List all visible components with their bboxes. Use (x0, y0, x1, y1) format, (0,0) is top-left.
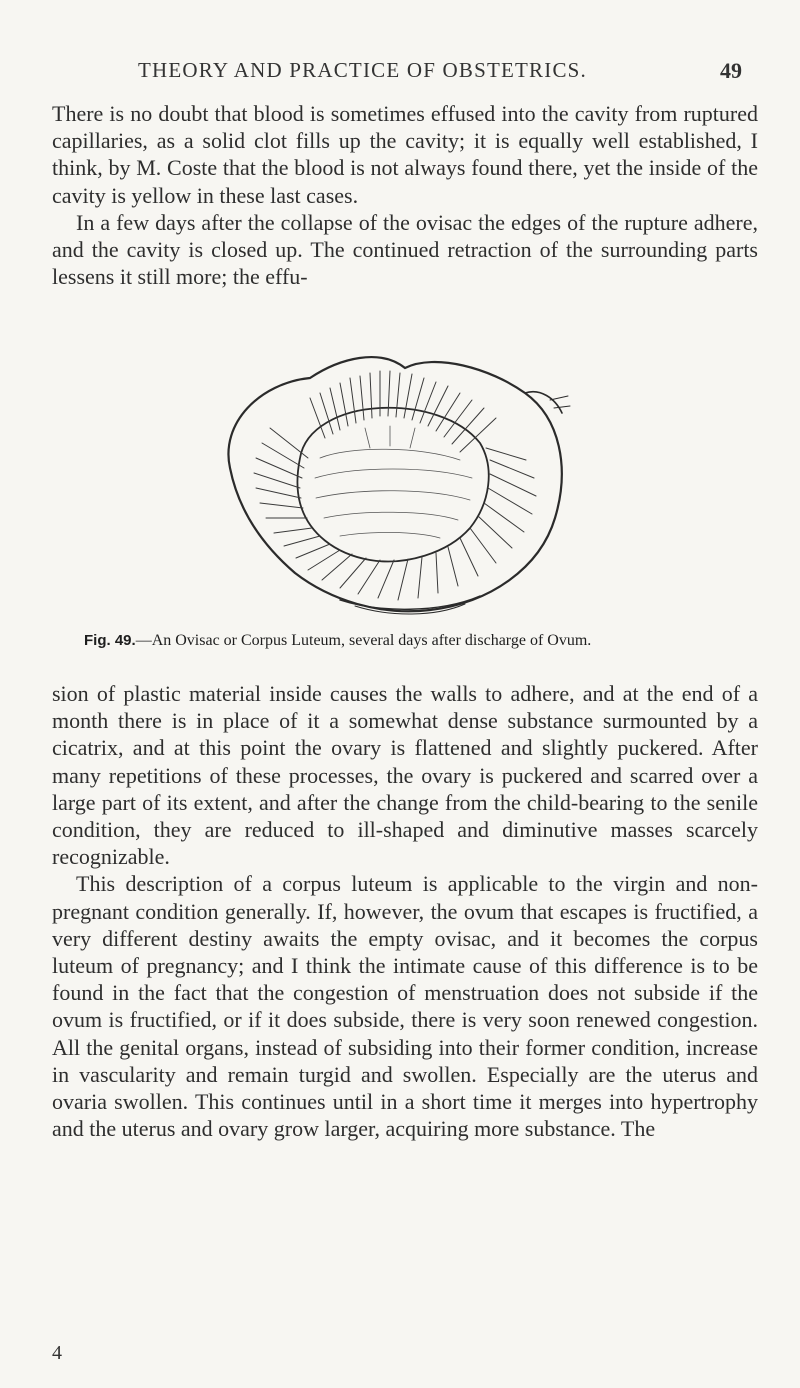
signature-mark: 4 (52, 1342, 62, 1364)
figure-label: Fig. 49. (84, 632, 136, 649)
paragraph: There is no doubt that blood is sometimes effused into the cavity from ruptured capillaries, as a solid clot fills up the cavity; it is equally well established, I think, by M. Coste that the blood is not always found there, yet the inside of the cavity is yellow in these last cases. (52, 101, 758, 208)
running-head (0, 58, 800, 88)
page-number: 49 (720, 58, 742, 83)
body-text-top (52, 100, 758, 290)
body-text-bottom (52, 680, 758, 1142)
figure-caption (84, 632, 774, 650)
running-title: THEORY AND PRACTICE OF OBSTETRICS. (138, 58, 587, 82)
figure-caption-text: —An Ovisac or Corpus Luteum, several days after discharge of Ovum. (135, 632, 592, 649)
corpus-luteum-illustration (190, 338, 610, 623)
paragraph: In a few days after the collapse of the ovisac the edges of the rupture adhere, and the cavity is closed up. The continued retraction of the surrounding parts lessens it still more; the effu- (52, 209, 758, 290)
paragraph: sion of plastic material inside causes the walls to adhere, and at the end of a month there is in place of it a somewhat dense substance surmounted by a cicatrix, and at this point the ovary is flattened and slightly puckered. After many repetitions of these processes, the ovary is puckered and scarred over a large part of its extent, and after the change from the child-bearing to the senile condition, they are reduced to ill-shaped and diminutive masses scarcely recognizable. (52, 681, 758, 870)
paragraph: This description of a corpus luteum is applicable to the virgin and non-pregnant condition generally. If, however, the ovum that escapes is fructified, a very different destiny awaits the empty ovisac, and it becomes the corpus luteum of pregnancy; and I think the intimate cause of this difference is to be found in the fact that the congestion of menstruation does not subside if the ovum is fructified, or if it does subside, there is very soon renewed congestion. All the genital organs, instead of subsiding into their former condition, increase in vascularity and remain turgid and swollen. Especially are the uterus and ovaria swollen. This continues until in a short time it merges into hypertrophy and the uterus and ovary grow larger, acquiring more substance. The (52, 871, 758, 1142)
